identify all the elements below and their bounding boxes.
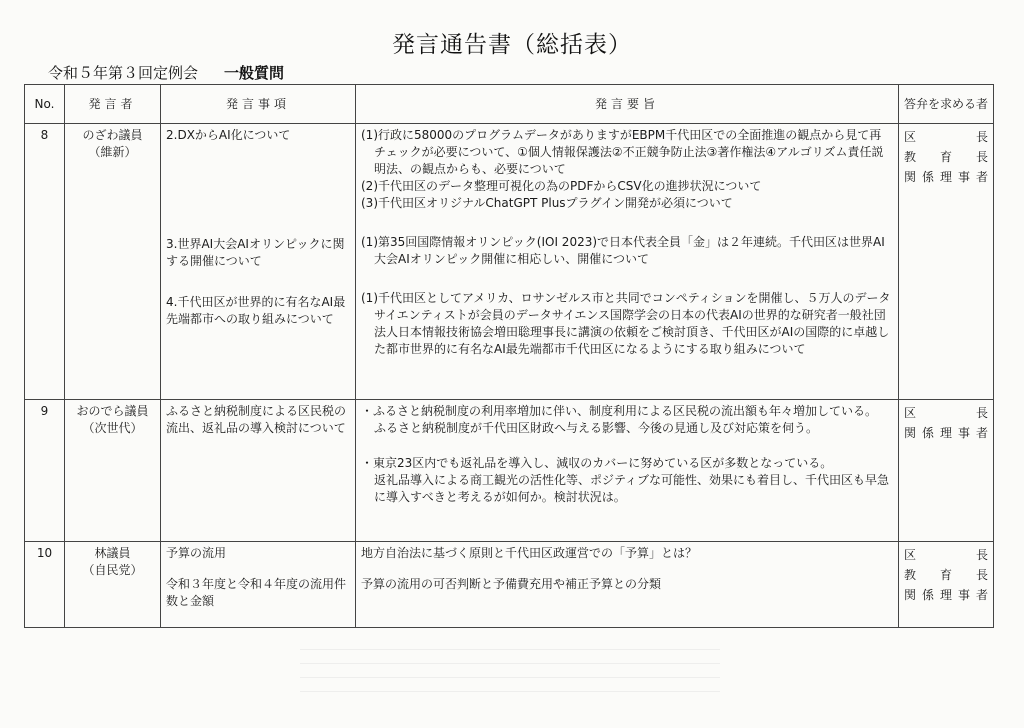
point-line: (3)千代田区オリジナルChatGPT Plusプラグイン開発が必須について xyxy=(361,196,733,210)
items-cell xyxy=(161,124,356,400)
point-line: ・ふるさと納税制度の利用率増加に伴い、制度利用による区民税の流出額も年々増加している。 xyxy=(361,404,878,418)
header-respondent xyxy=(899,85,994,124)
points-group xyxy=(361,234,893,268)
header-items: 発言事項 xyxy=(161,85,356,124)
speaker-name: おのでら議員 xyxy=(76,404,149,418)
document-title: 発言通告書（総括表） xyxy=(392,32,632,58)
header-speaker: 発言者 xyxy=(65,85,161,124)
points-cell xyxy=(356,542,899,628)
points-group xyxy=(361,290,893,358)
speaker-cell xyxy=(65,124,161,400)
items-cell xyxy=(161,400,356,542)
points-cell xyxy=(356,124,899,400)
row-number: 8 xyxy=(25,124,65,400)
respondent: 区長 xyxy=(904,130,988,144)
points-group xyxy=(361,127,893,212)
scan-bleed-through xyxy=(300,640,720,692)
table-row xyxy=(25,124,994,400)
header-no: No. xyxy=(25,85,65,124)
notice-table xyxy=(24,84,994,628)
respondent: 関係理事者 xyxy=(904,588,988,602)
point-line: ・東京23区内でも返礼品を導入し、減収のカバーに努めている区が多数となっている。 xyxy=(361,456,833,470)
item-entry: 4.千代田区が世界的に有名なAI最先端都市への取り組みについて xyxy=(166,295,346,326)
speaker-cell xyxy=(65,542,161,628)
points-group xyxy=(361,576,893,593)
item-entry: 2.DXからAI化について xyxy=(166,128,291,142)
respondent: 区長 xyxy=(904,548,988,562)
row-number: 10 xyxy=(25,542,65,628)
points-group xyxy=(361,545,893,562)
session-name: 令和５年第３回定例会 xyxy=(48,64,199,82)
item-entry: 予算の流用 xyxy=(166,546,227,560)
item-entry: ふるさと納税制度による区民税の流出、返礼品の導入検討について xyxy=(166,404,347,435)
speaker-name: のざわ議員 xyxy=(82,128,143,142)
speaker-party: （維新） xyxy=(88,145,137,159)
table-row xyxy=(25,400,994,542)
points-group xyxy=(361,455,893,506)
table-header-row xyxy=(25,85,994,124)
respondent-cell xyxy=(899,124,994,400)
respondent-cell xyxy=(899,400,994,542)
point-line: 地方自治法に基づく原則と千代田区政運営での「予算」とは？ xyxy=(361,546,698,560)
item-entry: 令和３年度と令和４年度の流用件数と金額 xyxy=(166,577,347,608)
item-entry: 3.世界AI大会AIオリンピックに関する開催について xyxy=(166,237,345,268)
respondent: 教育長 xyxy=(904,150,988,164)
respondent: 関係理事者 xyxy=(904,170,988,184)
items-cell xyxy=(161,542,356,628)
points-group xyxy=(361,403,893,437)
point-line: (2)千代田区のデータ整理可視化の為のPDFからCSV化の進捗状況について xyxy=(361,179,762,193)
respondent: 関係理事者 xyxy=(904,426,988,440)
point-line: 予算の流用の可否判断と予備費充用や補正予算との分類 xyxy=(361,577,662,591)
session-type: 一般質問 xyxy=(224,64,285,82)
point-line: 返礼品導入による商工観光の活性化等、ポジティブな可能性、効果にも着目し、千代田区も早急に導入すべきと考えるが如何か。検討状況は。 xyxy=(374,473,890,504)
header-respondent-label: 答弁を求める者 xyxy=(903,96,988,111)
point-line: (1)第35回国際情報オリンピック(IOI 2023)で日本代表全員「金」は２年連続。千代田区は世界AI大会AIオリンピック開催に相応しい、開催について xyxy=(361,235,885,266)
session-subtitle xyxy=(48,62,284,83)
point-line: (1)千代田区としてアメリカ、ロサンゼルス市と共同でコンペティションを開催し、５万人のデータサイエンティストが会員のデータサイエンス国際学会の日本の代表AIの世界的な研究者一般社団法人日本情報技術協会増田聡理事長に講演の依頼をご検討頂き、千代田区がAIの国際的に卓越した都市世界的に有名なAI最先端都市千代田区になるようにする取り組みについて xyxy=(361,291,891,356)
speaker-cell xyxy=(65,400,161,542)
point-line: ふるさと納税制度が千代田区財政へ与える影響、今後の見通し及び対応策を伺う。 xyxy=(374,421,819,435)
points-cell xyxy=(356,400,899,542)
speaker-name: 林議員 xyxy=(94,546,131,560)
respondent: 教育長 xyxy=(904,568,988,582)
point-line: (1)行政に58000のプログラムデータがありますがEBPM千代田区での全面推進の観点から見て再チェックが必要について、①個人情報保護法②不正競争防止法③著作権法④アルゴリズム責任説明法、の観点からも、必要について xyxy=(361,128,884,176)
header-points: 発言要旨 xyxy=(356,85,899,124)
speaker-party: （自民党） xyxy=(82,563,143,577)
speaker-party: （次世代） xyxy=(82,421,143,435)
respondent: 区長 xyxy=(904,406,988,420)
table-row xyxy=(25,542,994,628)
respondent-cell xyxy=(899,542,994,628)
row-number: 9 xyxy=(25,400,65,542)
